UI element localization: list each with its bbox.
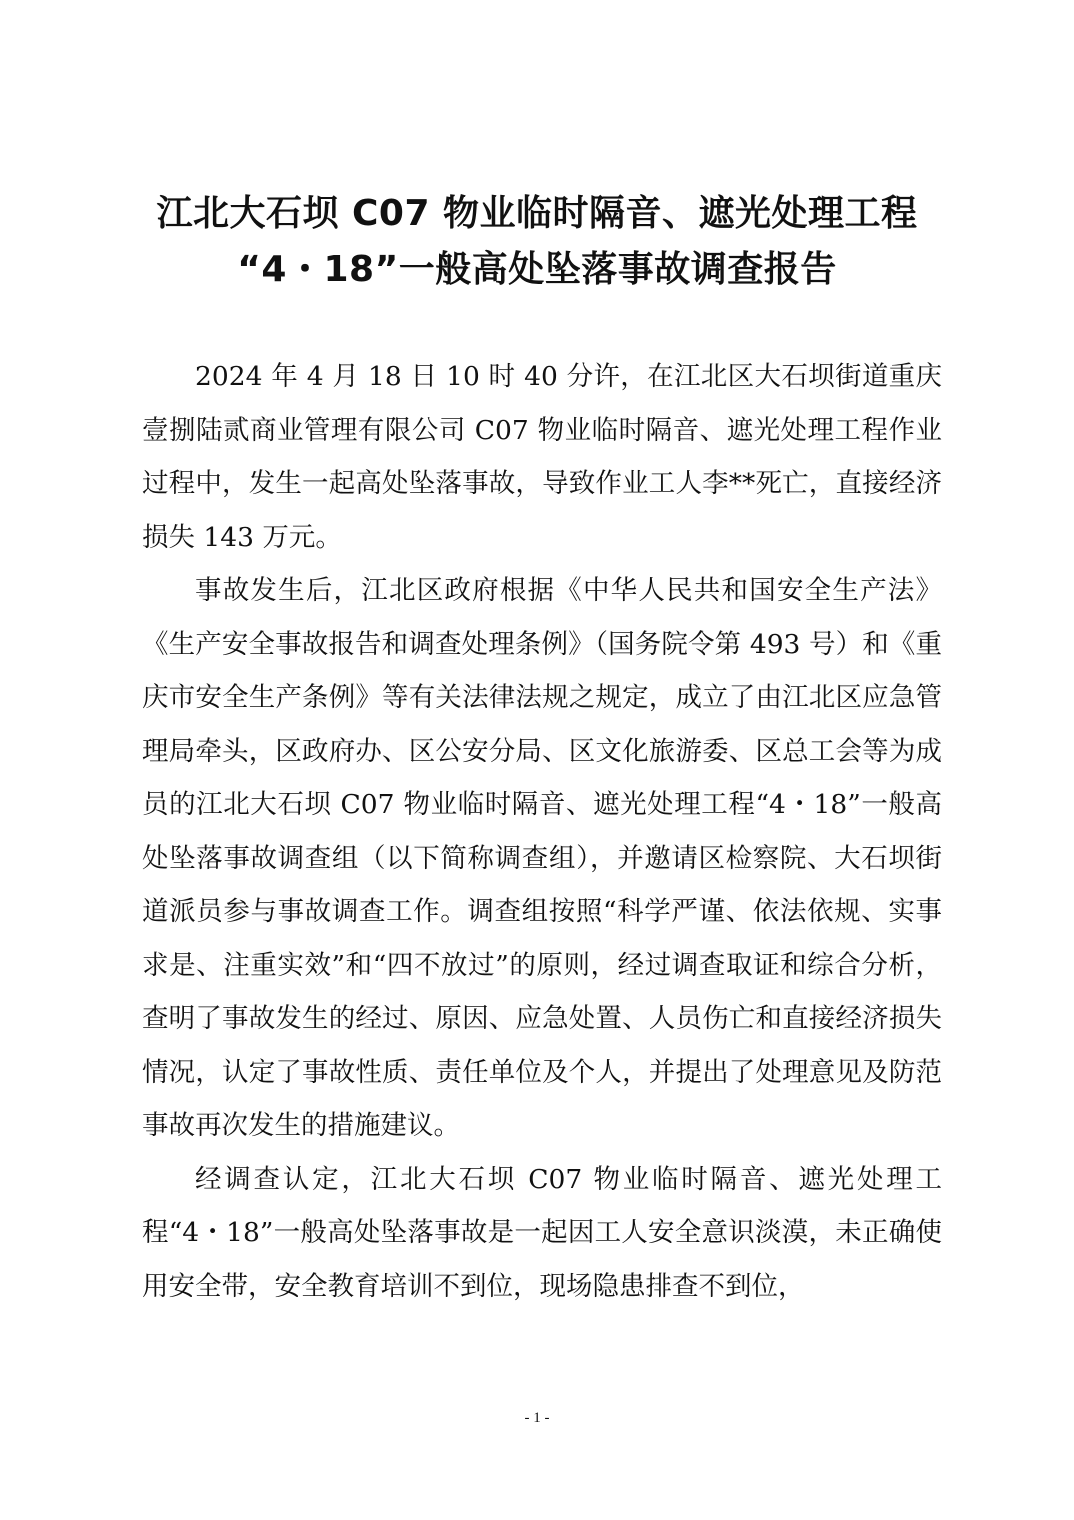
page-number: - 1 - xyxy=(524,1410,550,1426)
report-body xyxy=(142,350,942,1313)
paragraph-incident-summary: 2024 年 4 月 18 日 10 时 40 分许，在江北区大石坝街道重庆壹捌陆贰商业管理有限公司 C07 物业临时隔音、遮光处理工程作业过程中，发生一起高处坠落事故，导致作业工人李**死亡，直接经济损失 143 万元。 xyxy=(142,361,942,553)
paragraph-investigation-setup: 事故发生后，江北区政府根据《中华人民共和国安全生产法》《生产安全事故报告和调查处理条例》（国务院令第 493 号）和《重庆市安全生产条例》等有关法律法规之规定，成立了由江北区应急管理局牵头，区政府办、区公安分局、区文化旅游委、区总工会等为成员的江北大石坝 C07 物业临时隔音、遮光处理工程“4・18”一般高处坠落事故调查组（以下简称调查组），并邀请区检察院、大石坝街道派员参与事故调查工作。调查组按照“科学严谨、依法依规、实事求是、注重实效”和“四不放过”的原则，经过调查取证和综合分析，查明了事故发生的经过、原因、应急处置、人员伤亡和直接经济损失情况，认定了事故性质、责任单位及个人，并提出了处理意见及防范事故再次发生的措施建议。 xyxy=(142,575,942,1141)
title-line-2: “4・18”一般高处坠落事故调查报告 xyxy=(237,249,837,290)
report-title xyxy=(100,186,974,298)
paragraph-investigation-finding: 经调查认定，江北大石坝 C07 物业临时隔音、遮光处理工程“4・18”一般高处坠落事故是一起因工人安全意识淡漠，未正确使用安全带，安全教育培训不到位，现场隐患排查不到位， xyxy=(142,1163,942,1302)
title-line-1: 江北大石坝 C07 物业临时隔音、遮光处理工程 xyxy=(156,193,918,234)
